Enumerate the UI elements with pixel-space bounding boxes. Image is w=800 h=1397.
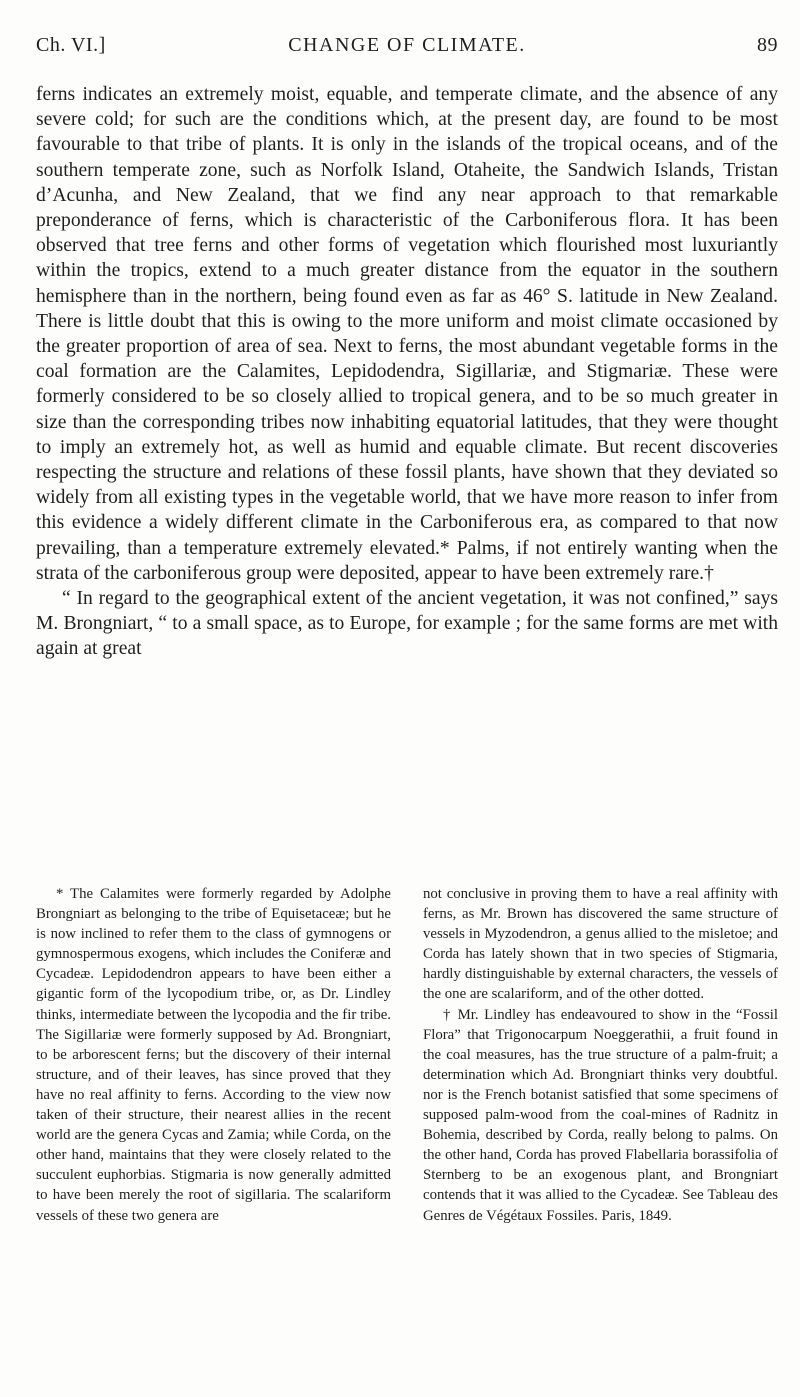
footnotes bbox=[36, 884, 778, 1226]
footnote-continuation: not conclusive in proving them to have a real affinity with ferns, as Mr. Brown has discovered the same structure of vessels in Myzodendron, a genus allied to the misletoe; and Corda has lately shown that in two species of Stigmaria, hardly distinguishable by external characters, the vessels of the one are scalariform, and of the other dotted. bbox=[423, 886, 778, 1003]
body-paragraph: “ In regard to the geographical extent of the ancient vegetation, it was not confined,” says M. Brongniart, “ to a small space, as to Europe, for example ; for the same forms are met with again at great bbox=[36, 588, 778, 660]
footnote-column-right bbox=[423, 884, 778, 1226]
footnote-column-left bbox=[36, 884, 391, 1226]
body-paragraph: ferns indicates an extremely moist, equable, and temperate climate, and the absence of any severe cold; for such are the conditions which, at the present day, are found to be most favourable to that tribe of plants. It is only in the islands of the tropical oceans, and of the southern temperate zone, such as Norfolk Island, Otaheite, the Sandwich Islands, Tristan d’Acunha, and New Zealand, that we find any near approach to that remarkable preponderance of ferns, which is characteristic of the Carboniferous flora. It has been observed that tree ferns and other forms of vegetation which flourished most luxuriantly within the tropics, extend to a much greater distance from the equator in the southern hemisphere than in the northern, being found even as far as 46° S. latitude in New Zealand. There is little doubt that this is owing to the more uniform and moist climate occasioned by the greater proportion of area of sea. Next to ferns, the most abundant vegetable forms in the coal formation are the Calamites, Lepidodendra, Sigillariæ, and Stigmariæ. These were formerly considered to be so closely allied to tropical genera, and to be so much greater in size than the corresponding tribes now inhabiting equatorial latitudes, that they were thought to imply an extremely hot, as well as humid and equable climate. But recent discoveries respecting the structure and relations of these fossil plants, have shown that they deviated so widely from all existing types in the vegetable world, that we have more reason to infer from this evidence a widely different climate in the Carboniferous era, as compared to that now prevailing, than a temperature extremely elevated.* Palms, if not entirely wanting when the strata of the carboniferous group were deposited, appear to have been extremely rare.† bbox=[36, 84, 778, 584]
running-title: CHANGE OF CLIMATE. bbox=[288, 34, 526, 56]
chapter-label: Ch. VI.] bbox=[36, 34, 106, 56]
footnote-palms: † Mr. Lindley has endeavoured to show in the “Fossil Flora” that Trigonocarpum Noeggerathii, a fruit found in the coal measures, has the true structure of a palm-fruit; a determination which Ad. Brongniart thinks very doubtful. nor is the French botanist satisfied that some specimens of supposed palm-wood from the coal-mines of Radnitz in Bohemia, described by Corda, really belong to palms. On the other hand, Corda has proved Flabellaria borassifolia of Sternberg to be an exogenous plant, and Brongniart contends that it was allied to the Cycadeæ. See Tableau des Genres de Végétaux Fossiles. Paris, 1849. bbox=[423, 1006, 778, 1224]
main-text bbox=[36, 82, 778, 662]
footnote-calamites: * The Calamites were formerly regarded by Adolphe Brongniart as belonging to the tribe of Equisetaceæ; but he is now inclined to refer them to the class of gymnogens or gymnospermous exogens, which includes the Coniferæ and Cycadeæ. Lepidodendron appears to have been either a gigantic form of the lycopodium tribe, or, as Dr. Lindley thinks, intermediate between the lycopodia and the fir tribe. The Sigillariæ were formerly supposed by Ad. Brongniart, to be arborescent ferns; but the discovery of their internal structure, and of their leaves, has since proved that they have no real affinity to ferns. According to the view now taken of their structure, their nearest allies in the recent world are the genera Cycas and Zamia; while Corda, on the other hand, maintains that they were closely related to the succulent euphorbias. Stigmaria is now generally admitted to have been merely the root of sigillaria. The scalariform vessels of these two genera are bbox=[36, 886, 391, 1224]
page-number: 89 bbox=[757, 34, 778, 56]
running-header bbox=[36, 34, 778, 64]
